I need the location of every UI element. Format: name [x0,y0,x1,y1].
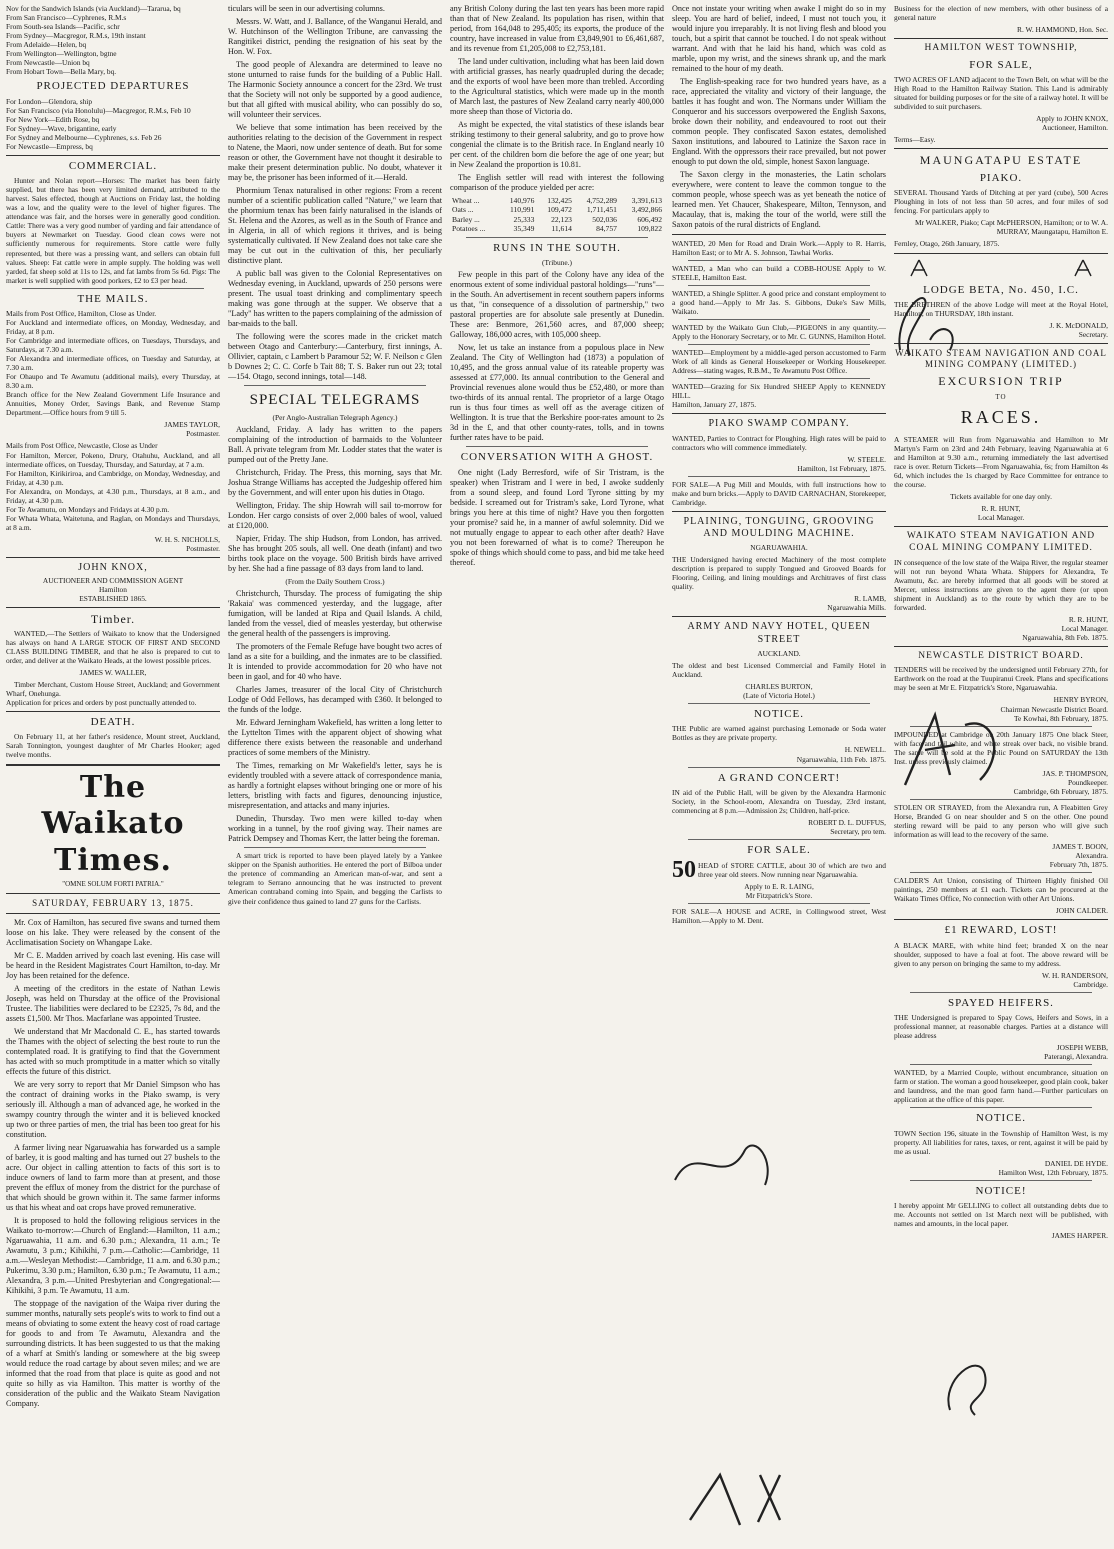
notice3-heading: NOTICE! [975,1184,1027,1197]
news-paragraph: A smart trick is reported to have been played lately by a Yankee skipper on the Spanish authorities. He entered the port of Bilboa under the pretence of commanding an American man-of-war, and sent a telegram to Serrano announcing that he was instructed to prevent American contraband coming into Spain, and begging the Carlists to give their confidence thus gained to land 27 guns for the Carlists. [228,851,442,906]
township-terms: Terms—Easy. [894,135,936,145]
divider [6,893,220,894]
impounded-notice: IMPOUNDED at Cambridge on 20th January 1875 One black Steer, with face and tail white, and white streak over back, no visible brand. The same will be sold at the Public Pound on SATURDAY the 13th Inst. unless previously claimed. [894,729,1108,766]
excursion-to: TO [995,392,1007,401]
news-paragraph: A meeting of the creditors in the estate of Nathan Lewis Joseph, was held on Thursday at the office of the Provisional Trustee. The liabilities were declared to be £2325, 7s 8d, and the assets £1,500. Mr Thos. Macfarlane was appointed Trustee. [6,983,220,1023]
divider [688,767,870,768]
table-cell: Oats ... [452,205,474,215]
estate-subheading: PIAKO. [979,171,1023,184]
notice3-signature: JAMES HARPER. [1051,1231,1108,1241]
table-cell: 3,391,613 [631,196,662,205]
local-news [6,918,220,1409]
lodge-signature: J. K. McDONALD, Secretary. [1049,320,1108,340]
hotel-heading: ARMY AND NAVY HOTEL, QUEEN STREET [687,621,871,645]
piako-heading: PIAKO SWAMP COMPANY. [708,418,850,430]
news-paragraph: Mr. Cox of Hamilton, has secured five swans and turned them loose on his lake. They were released by the consent of the Acclimatisation Society on Whangape Lake. [6,917,220,947]
estate-date: Fernley, Otago, 26th January, 1875. [894,239,1000,249]
table-cell: 35,349 [513,223,535,233]
table-row [450,215,664,224]
table-row [450,205,664,214]
piako-body: WANTED, Parties to Contract for Ploughing. High rates will be paid to contractors who will commence immediately. [672,433,886,452]
masthead-rule [6,764,220,766]
commercial-heading: COMMERCIAL. [68,159,158,172]
special-telegrams-heading: SPECIAL TELEGRAMS [249,392,421,408]
runs-source: (Tribune.) [542,258,572,268]
news-paragraph: We are very sorry to report that Mr Daniel Simpson who has the contract of draining works in the Piako swamp, is very seriously ill. Although a man of advanced age, he worked in the swampy country through the winter and it is believed knocked up two or three parties of men, the trial has been too great for his constitution. [6,1079,220,1139]
news-paragraph: As might be expected, the vital statistics of these islands bear striking testimony to their general salubrity, and go to prove how congenial the climate is to the British race. In England nearly 10 per cent. of the children born die before the age of one year; but in New Zealand the proportion is 10.81. [450,120,664,169]
reward-signature: W. H. RANDERSON, Cambridge. [1041,970,1108,989]
spayed-heading: SPAYED HEIFERS. [948,996,1054,1009]
news-paragraph: We believe that some intimation has been received by the authorities relating to the decision of the Government in respect to Natene, the Maori, now under sentence of death. But for some reason or other, the Government have not thought it desirable to make their present determination public. No doubt, whatever it may be, the prisoner has been informed of it.—Herald. [228,123,442,182]
divider [466,237,648,238]
telegram: Dunedin, Thursday. Two men were killed to-day when working in a tunnel, by the roof giving way. Their names are Patrick Dempsey and Thomas Kerr, the latter being the foreman. [228,814,442,844]
stolen-notice: STOLEN OR STRAYED, from the Alexandra run, A Fleabitten Grey Horse, Branded G on near shoulder and S on the other. One pound sterling reward will be paid to any person who will give such information as will lead to the recovery of the same. [894,802,1108,839]
timber-signature: JAMES W. WALLER, [79,667,147,677]
divider [688,703,870,704]
mails-hamilton: Mails from Post Office, Hamilton, Close as Under. For Auckland and intermediate offices, on Monday, Wednesday, and Friday, at 8 p.m. For Cambridge and intermediate offices, on Tuesdays, Thursdays, and Saturdays, at 7.30 a.m. For Alexandra and intermediate offices, on Tuesday and Saturday, at 7.30 a.m. For Ohaupo and Te Awamutu (additional mails), every Thursday, at 8.30 a.m. Branch office for the New Zealand Government Life Insurance and Annuities, Money Order, Savings Bank, and Revenue Stamp Department.—Office hours from 9 till 5. [6,309,220,418]
divider [688,378,870,379]
divider [672,616,886,617]
concert-body: IN aid of the Public Hall, will be given by the Alexandra Harmonic Society, in the School-room, Alexandra on Tuesday, 23rd instant, commencing at 8 p.m.—Admission 2s; Children, half-price. [672,787,886,815]
newcastle-signature: HENRY BYRON, Chairman Newcastle District Board. Te Kowhai, 8th February, 1875. [1000,695,1108,723]
column-4 [672,4,886,1545]
column-1 [6,4,220,1545]
telegrams-source: (From the Daily Southern Cross.) [285,577,385,587]
meeting-notice: Business for the election of new members, with other business of a general nature [894,4,1108,23]
notice-signature: H. NEWELL. Ngaruawahia, 11th Feb. 1875. [796,745,886,764]
planing-body: THE Undersigned having erected Machinery of the most complete description is prepared to supply Tongued and Grooved Boards for Flooring, Ceiling, and lining mouldings and Architraves of first class quality. [672,555,886,592]
art-union-signature: JOHN CALDER. [1055,906,1108,916]
wanted-ad: WANTED, a Man who can build a COBB-HOUSE Apply to W. STEELE, Hamilton East. [672,264,886,283]
table-row [450,196,664,205]
masthead-motto: "OMNE SOLUM FORTI PATRIA." [62,880,164,889]
township-heading: HAMILTON WEST TOWNSHIP, [924,43,1078,54]
divider [894,38,1108,39]
news-paragraph: A public ball was given to the Colonial Representatives on Wednesday evening, in Auckland, upwards of 250 persons were present. The usual toast drinking and complimentary speech making was gone through at the supper. We observe that a "Lady" has written to the papers complaining of the admission of bar-maids to the ball. [228,269,442,328]
divider [910,1064,1092,1065]
divider [244,847,426,848]
piako-signature: W. STEELE. Hamilton, 1st February, 1875. [797,454,886,473]
divider [6,913,220,914]
table-cell: 11,614 [551,223,572,233]
masthead-title: The Waikato Times. [41,769,185,878]
knox-subtitle: AUCTIONEER AND COMMISSION AGENT Hamilton ESTABLISHED 1865. [42,576,184,604]
timber-address: Timber Merchant, Custom House Street, Auckland; and Government Wharf, Onehunga. Application for prices and orders by post punctually attended to. [6,679,220,707]
telegram: The Times, remarking on Mr Wakefield's letter, says he is evidently troubled with a severe attack of correspondence mania, as hardly a fortnight elapses without bringing one or more of his letters, bristling with facts and figures, denouncing injustice, misrepresentation, and attacks and many injuries. [228,761,442,811]
divider [688,476,870,477]
newcastle-heading: NEWCASTLE DISTRICT BOARD. [918,650,1084,661]
mails-newcastle: Mails from Post Office, Newcastle, Close as Under For Hamilton, Mercer, Pokeno, Drury, Otahuhu, Auckland, and all intermediate offices, on Tuesday, Thursday, and Saturday, at 7 a.m. For Hamilton, Kirikiriroa, and Cambridge, on Monday, Wednesday, and Friday, at 4.30 p.m. For Alexandra, on Mondays, at 4.30 p.m., Thursdays, at 8 a.m., and Friday, at 4.30 p.m. For Te Awamutu, on Mondays and Fridays at 4.30 p.m. For Whata Whata, Waitetuna, and Raglan, on Mondays and Thursdays, at 8 a.m. [6,441,220,532]
notice2-heading: NOTICE. [975,1112,1027,1125]
sale-number: 50 [672,856,696,883]
reward-body: A BLACK MARE, with white hind feet; branded X on the near shoulder, supposed to have a foal at foot. The above reward will be given to any person on bringing the same to my address. [894,940,1108,968]
news-paragraph: We understand that Mr Macdonald C. E., has started towards the Thames with the object of selecting the best route to run the contemplated road. It is gratifying to find that the Government has acted with so much promptitude in a matter which so vitally effects the future of this district. [6,1026,220,1076]
divider [688,839,870,840]
masonic-emblems [894,258,1108,280]
news-paragraph: The English settler will read with interest the following comparison of the produce yielded per acre: [450,173,664,192]
divider [22,288,204,289]
divider [894,526,1108,527]
sale-ad-2: FOR SALE—A HOUSE and ACRE, in Collingwood street, West Hamilton.—Apply to M. Dent. [672,906,886,925]
news-paragraph: Phormium Tenax naturalised in other regions: From a recent number of a scientific publication called "Nature," we learn that the phormium tenax has been fairly naturalised in the islands of St. Helena and the Azores, as well as in the South of France and in Algeria, in all of which regions it thrives, and is being systematically cultivated. If New Zealand does not take care she may be cut out in the cultivation of this, her peculiarly distinctive plant. [228,186,442,265]
estate-heading: MAUNGATAPU ESTATE [919,153,1083,168]
sale-ad [672,856,886,883]
news-paragraph: Messrs. W. Watt, and J. Ballance, of the Wanganui Herald, and W. Hutchinson of the Wellington Tribune, are canvassing the Rangitikei district, pending the resignation of his seat by the Hon. W. Fox. [228,17,442,56]
table-cell: 22,123 [551,214,572,224]
divider [672,511,886,512]
notice2-signature: DANIEL DE HYDE. Hamilton West, 12th February, 1875. [998,1158,1108,1177]
divider [910,1107,1092,1108]
news-paragraph: Few people in this part of the Colony have any idea of the enormous extent of some individual pastoral holdings—"runs"—in the South. An advertisement in recent southern papers informs us that, "in consequence of a dissolution of partnership," two pastoral properties are for absolute sale presently at Dunedin. These are: Benmore, 261,560 acres, and 87,000 sheep; Galloway, 186,000 acres, with 105,000 sheep. [450,270,664,340]
sale-signature: Apply to E. R. LAING, Mr Fitzpatrick's Store. [744,881,814,900]
table-row [450,224,664,233]
spayed-body: THE Undersigned is prepared to Spay Cows, Heifers and Sows, in a professional manner, at reasonable charges. Parties at a distance will please address [894,1013,1108,1041]
divider [6,607,220,608]
mails-newcastle-signature: W. H. S. NICHOLLS, Postmaster. [154,534,220,553]
mails-signature: JAMES TAYLOR, Postmaster. [164,420,220,439]
mails-heading: THE MAILS. [77,292,149,305]
concert-signature: ROBERT D. L. DUFFUS, Secretary, pro tem. [808,818,886,837]
divider [672,234,886,235]
impounded-signature: JAS. P. THOMPSON, Poundkeeper. Cambridge, 6th February, 1875. [1013,768,1108,796]
divider [910,872,1092,873]
projected-departures-heading: PROJECTED DEPARTURES [36,80,190,93]
notice-body: THE Public are warned against purchasing Lemonade or Soda water Bottles as they are private property. [672,724,886,743]
excursion-signature: R. R. HUNT, Local Manager. [977,504,1025,523]
stolen-signature: JAMES T. BOON, Alexandra. February 7th, 1875. [1049,841,1108,869]
table-cell: 3,492,866 [631,205,662,215]
crop-statistics-table [450,196,664,233]
divider [672,413,886,414]
issue-date: SATURDAY, FEBRUARY 13, 1875. [32,897,194,908]
coal-signature: R. R. HUNT, Local Manager. Ngaruawahia, 8th Feb. 1875. [1022,614,1108,642]
table-cell: 606,492 [637,214,662,224]
table-cell: 502,036 [592,214,617,224]
table-cell: 84,757 [596,223,617,233]
news-paragraph: A farmer living near Ngaruawahia has forwarded us a sample of barley, it is good malting and has turned out 27 bushels to the acre. Our object in calling attention to facts of this sort is to induce owners of land to farm more than at present, and those prevent the efflux of money from the district for the purchase of that which should be grown within it. The same farmer informs us that his wheat and oat crops have proved remunerative. [6,1142,220,1212]
township-subheading: FOR SALE, [969,58,1033,71]
wanted-ad: WANTED, 20 Men for Road and Drain Work.—Apply to R. Harris, Hamilton East; or to Mr A. S. Johnson, Tawhai Works. [672,239,886,258]
excursion-heading: EXCURSION TRIP [938,373,1064,388]
planing-signature: R. LAMB, Ngaruawahia Mills. [827,594,886,613]
table-cell: 140,976 [509,196,535,205]
concert-heading: A GRAND CONCERT! [717,771,841,784]
wanted-married-ad: WANTED, by a Married Couple, without encumbrance, situation on farm or station. The woman a good housekeeper, good plain cook, baker and laundress, and the man good farm hand.—Further particulars on application at the office of this paper. [894,1068,1108,1105]
divider [894,919,1108,920]
table-cell: 4,752,289 [586,196,617,205]
table-cell: Potatoes ... [452,223,486,233]
square-compass-icon [908,258,930,280]
steam-company-heading: WAIKATO STEAM NAVIGATION AND COAL MINING COMPANY (LIMITED.) [895,348,1107,370]
story-paragraph: The Saxon clergy in the monasteries, the Latin scholars everywhere, were content to leave the common tongue to the common people, whose speech was as yet beneath the notice of learned men. Yet Chaucer, Shakespeare, Milton, Tennyson, and Macaulay, that is, making the tour of the world, were still the Saxon patois of the rural districts of England. [672,170,886,229]
table-cell: Wheat ... [452,196,480,205]
sale-body: HEAD of STORE CATTLE, about 30 of which are two and three year old steers. Now running near Ngaruawahia. [698,860,886,879]
telegram: Auckland, Friday. A lady has written to the papers complaining of the introduction of barmaids to the Volunteer Ball. A private telegram from Mr. Lodder states that the water is pumped out of the Pretty Jane. [228,425,442,465]
divider [688,285,870,286]
hotel-location: AUCKLAND. [757,648,801,658]
telegram: Napier, Friday. The ship Hudson, from London, has arrived. She has brought 205 souls, all well. One death (infant) and two births took place on the voyage. 500 British birds have arrived by her. She had a fine passage of 83 days from land to land. [228,534,442,574]
divider [6,557,220,558]
divider [910,799,1092,800]
column-5 [894,4,1108,1545]
commercial-report: Hunter and Nolan report—Horses: The market has been fairly supplied, but there has been very limited demand, attributed to the harvest. Sales effected, though at Auctions on Friday last, the holding was a low, and the quality were to the level of higher figures. The attendance was fair, and the horses were in generally good condition. Cattle: There was a very good number of yarding and fair attendance of buyers at Newmarket on Tuesday. Good clean cows were not sufficiently numerous for requirements. Store cattle were fully represented, but there was a pressing want, and sellers can obtain full values. Sheep: Fat cattle were in ample supply. The holding was well yarded, fat sheep sold at 11s to 12s, and fat lambs from 5s 6d. Pigs: The market is well supplied with good porkers, £2 to £3 per head. [6,176,220,285]
township-signature: Apply to JOHN KNOX, Auctioneer, Hamilton. [1036,114,1108,133]
telegram: Wellington, Friday. The ship Howrah will sail to-morrow for London. Her cargo consists of over 2,000 bales of wool, valued at £120,000. [228,501,442,531]
death-notice: On February 11, at her father's residence, Mount street, Auckland, Sarah Tonnington, youngest daughter of Mr Charles Hooker; aged twelve months. [6,732,220,760]
divider [894,343,1108,344]
news-paragraph: The following were the scores made in the cricket match between Otago and Canterbury:—Canterbury, first innings, A. Ollivier, captain, c Lambert b Paramour 52; W. F. Neilson c Glen b Downes 2; C. C. Corfe b Tait 88; T. S. Baker run out 23; total—154. Otago, second innings, total—148. [228,332,442,381]
divider [910,992,1092,993]
newcastle-body: TENDERS will be received by the undersigned until February 27th, for Earthwork on the road at the Tuupiranui Creek. Plans and specifications may be seen at Mr E. Fitzpatrick's Store, Ngaruawahia. [894,665,1108,693]
township-body: TWO ACRES OF LAND adjacent to the Town Belt, on what will be the High Road to the Hamilton Railway Station. This Land is admirably situated for building purposes or for the site of a railway hotel. It will be subdivided to suit purchasers. [894,75,1108,112]
divider [688,903,870,904]
timber-ad [6,612,220,707]
hotel-signature: CHARLES BURTON, (Late of Victoria Hotel.) [743,681,815,700]
table-cell: 109,472 [547,205,572,215]
planing-heading: PLAINING, TONGUING, GROOVING AND MOULDING MACHINE. [683,515,875,540]
news-paragraph: The land under cultivation, including what has been laid down with artificial grasses, has nearly quadrupled during the decade; and the exports of wool have been more than trebled. According to the Agricultural statistics, which were made up in the month of March last, the pastures of New Zealand carry nearly 400,000 more sheep than those of Victoria do. [450,57,664,116]
races-heading: RACES. [960,407,1042,428]
runs-heading: RUNS IN THE SOUTH. [493,242,621,254]
telegram: Charles James, treasurer of the local City of Christchurch Lodge of Odd Fellows, has decamped with £360. It belonged to the funds of the lodge. [228,685,442,715]
art-union-notice: CALDER'S Art Union, consisting of Thirteen Highly finished Oil paintings, 250 members at £1 each. Tickets can be procured at the Waikato Times Office, No connection with other Art Unions. [894,876,1108,904]
spayed-signature: JOSEPH WEBB, Paterangi, Alexandra. [1044,1043,1108,1062]
shipping-arrivals: Nov for the Sandwich Islands (via Auckland)—Tararua, bq From San Francisco—Cyphrenes, R.M.s From South-sea Islands—Pacific, schr From Sydney—Macgregor, R.M.s, 19th instant From Adelaide—Helen, bq From Wellington—Wellington, bgtne From Newcastle—Union bq From Hobart Town—Bella Mary, bq. [6,4,181,77]
news-paragraph: ticulars will be seen in our advertising columns. [228,4,385,13]
table-cell: 110,991 [510,205,535,215]
knox-ad [6,562,220,603]
square-compass-icon [1072,258,1094,280]
notice3-body: I hereby appoint Mr GELLING to collect all outstanding debts due to me. Accounts not settled on 1st March next will be published, with names and amounts, in the local paper. [894,1201,1108,1229]
news-paragraph: The good people of Alexandra are determined to leave no stone unturned to raise funds for the building of a Public Hall. The Harmonic Society announce a concert for the 23rd. We trust that the Society will not only be supported by a good audience, but that all gifted with musical ability, who can possibly do so, will volunteer their services. [228,60,442,119]
hotel-body: The oldest and best Licensed Commercial and Family Hotel in Auckland. [672,660,886,679]
table-cell: Barley ... [452,214,480,224]
divider [6,711,220,712]
table-cell: 25,333 [513,214,535,224]
column-2 [228,4,442,1545]
story-paragraph: The English-speaking race for two hundred years have, as a race, appreciated the vitality and victory of their language, the battles it has fought and won. The Normans under William the Conqueror and his successors overpowered the English Saxons, broke down their nobility, and endeavoured to root out their common people. They confiscated Saxon estates, demolished Saxon institutions, and laboured to Latinize the Saxon race in England. With the oppressors their race prevailed, but not power enough to put down the old, simple, honest Saxon language. [672,77,886,166]
news-paragraph: any British Colony during the last ten years has been more rapid than that of New Zealand. Its population has risen, within that period, from 164,048 to 295,405; its exports, the produce of the country, have increased in value from £3,849,901 to £6,461,687, and its revenue from £1,205,008 to £2,753,181. [450,4,664,53]
divider [894,148,1108,149]
projected-departures-list: For London—Glendora, ship For San Francisco (via Honolulu)—Macgregor, R.M.s, Feb 10 For New York—Edith Rose, bq For Sydney—Wave, brigantine, early For Sydney and Melbourne—Cyphrenes, s.s. Feb 26 For Newcastle—Empress, bq [6,96,191,151]
divider [688,319,870,320]
coal-body: IN consequence of the low state of the Waipa River, the regular steamer will not run beyond Whata Whata. Shippers for Alexandra, Te Awamutu, &c. are hereby informed that all goods will be stored at Mercer, unless instructions are given to the agent there (or upon shipment in Auckland) as to the route by which they are to be forwarded. [894,557,1108,612]
divider [244,385,426,386]
meeting-signature: R. W. HAMMOND, Hon. Sec. [1017,25,1108,35]
news-paragraph: Now, let us take an instance from a populous place in New Zealand. The City of Wellington had (1873) a population of 10,495, and the gross annual value of its rateable property was assessed at £77,000. Its annual contribution to the General and Provincial revenues alone would thus be £52,480, or more than two-thirds of its annual rental. The proprietor of a large Otago run is thus four times as well off as the average citizen of Wellington. It is true that the Berkshire poor-rates amount to 2s 3d in the £, and that other county-rates, tolls, and in towns further rates have to be paid. [450,343,664,443]
for-sale-ad: FOR SALE—A Pug Mill and Moulds, with full instructions how to make and burn bricks.—Apply to DAVID CARNACHAN, Storekeeper, Cambridge. [672,479,886,507]
sale-heading: FOR SALE. [747,844,811,857]
conversation-heading: CONVERSATION WITH A GHOST. [460,451,654,464]
news-paragraph: The stoppage of the navigation of the Waipa river during the summer months, naturally sets people's wits to work to find out a means of obviating to some extent the heavy cost of road cartage for goods to and from Te Awamutu, Alexandra and the surrounding districts. It has been suggested to us that the making of a wharf at Smith's landing or somewhere at the big sweep would reduce the road cartage by about seven miles; and we are informed that the road from that place is quite as good and not quite so hilly as via Hamilton. This matter is worthy of the consideration of the public and the Waikato Steam Navigation Company. [6,1298,220,1408]
telegram: Christchurch, Thursday. The process of fumigating the ship 'Rakaia' was commenced yesterday, and the luggage, after fumigation, will be landed at Ripa and Quail Islands. A child, landed from the vessel, died of measles yesterday, but otherwise the general health of the passengers is improving. [228,589,442,639]
story-paragraph: One night (Lady Berresford, wife of Sir Tristram, is the speaker) when Tristram and I were in bed, I awoke suddenly from a sound sleep, and found Lord Tyrone sitting by my bedside. I screamed out for Tristram's sake, Lord Tyrone, what brings you here at this time of night? Have you then forgotten your promise? said he, in a manner of awful solemnity. Did we not mutually engage to appear to each other after death? Have you not been forewarned of what is to come? Thereupon he spoke of things which should come to pass, and bid me take heed thereof. [450,467,664,567]
story-paragraph: Once not instate your writing when awake I might do so in my sleep. You are hard of belief, indeed, I must not touch you, it would injure you irreparably. It is not living flesh and blood you touch, but a spirit that cannot be touched. I do not speak without warrant. And with that he laid his hand, which was cold as marble, upon my wrist, and the sinews shrank up, and the mark remained to the hour of my death. [672,4,886,73]
telegram: Christchurch, Friday. The Press, this morning, says that Mr. Joshua Strange Williams has accepted the Judgeship offered him by the Government, and will enter upon his duties in Otago. [228,468,442,498]
news-paragraph: It is proposed to hold the following religious services in the Waikato to-morrow:—Church of England:—Hamilton, 11 a.m.; Ngaruawahia, 11 a.m. and 6.30 p.m.; Alexandra, 11 a.m.; Te Awamutu, 3 p.m.; Kihikihi, 7 p.m.—Catholic:—Cambridge, 11 a.m.—Wesleyan Methodist:—Cambridge, 11 a.m. and 6.30 p.m.; Pukerimu, 3.30 p.m.; Hamilton, 6.30 p.m.; Te Awamutu, 11 a.m.; Alexandra, 3 p.m.—United Presbyterian and Congregational:—Kihikihi, 3 p.m. Te Awamutu, 11 a.m. [6,1215,220,1295]
telegram: Mr. Edward Jerningham Wakefield, has written a long letter to the Lyttelton Times with the apparent object of showing what difference there exists between the reasonable and underhand practices of some members of the Ministry. [228,718,442,758]
notice2-body: TOWN Section 196, situate in the Township of Hamilton West, is my property. All liabilities for rates, taxes, or rent, against it will be paid by me as usual. [894,1128,1108,1156]
estate-body: SEVERAL Thousand Yards of Ditching at per yard (cube), 500 Acres Ploughing in lots of not less than 50 acres, and four miles of sod fencing. For particulars apply to [894,188,1108,216]
excursion-note: Tickets available for one day only. [950,492,1052,502]
death-heading: DEATH. [90,716,136,728]
knox-title: JOHN KNOX, [78,561,148,573]
column-3 [450,4,664,1545]
divider [6,155,220,156]
wanted-ad: WANTED, a Shingle Splitter. A good price and constant employment to a good hand.—Apply to Mr Jas. S. Gibbons, Duke's Saw Mills, Waikato. [672,289,886,317]
lodge-heading: LODGE BETA, No. 450, I.C. [923,283,1079,296]
notice-heading: NOTICE. [753,708,805,720]
estate-signature: Mr WALKER, Piako; Capt McPHERSON, Hamilton; or to W. A. MURRAY, Maungatapu, Hamilton E. [914,218,1108,237]
divider [894,646,1108,647]
grazing-ad: WANTED—Grazing for Six Hundred SHEEP Apply to KENNEDY HILL. Hamilton, January 27, 1875. [672,382,886,410]
divider [688,344,870,345]
wanted-ad: WANTED—Employment by a middle-aged person accustomed to Farm Work of all kinds as General Housekeeper or Working Housekeeper. Address—stating wages, R.B.M., Te Awamutu Post Office. [672,348,886,376]
excursion-body: A STEAMER will Run from Ngaruawahia and Hamilton to Mr Martyn's Farm on 23rd and 24th February, leaving Ngaruawahia at 6 and Hamilton at 9.30 a.m., returning immediately the last advertised race is over. Return Tickets—From Ngaruawahia, 6s; from Hamilton 4s 6d, which includes the 1s charged by Race Committee for entrance to the course. [894,435,1108,490]
table-cell: 132,425 [547,196,572,205]
divider [910,726,1092,727]
lodge-body: THE BRETHREN of the above Lodge will meet at the Royal Hotel, Hamilton, on THURSDAY, 18th instant. [894,299,1108,318]
divider [894,253,1108,254]
timber-body: WANTED,—The Settlers of Waikato to know that the Undersigned has always on hand A LARGE STOCK OF FIRST AND SECOND CLASS BUILDING TIMBER, and that he also is prepared to cut to order, and deliver at the Waikato Heads, at the lowest possible prices. [6,628,220,665]
coal-heading: WAIKATO STEAM NAVIGATION AND COAL MINING COMPANY LIMITED. [906,531,1096,553]
table-cell: 109,822 [637,223,662,233]
table-cell: 1,711,451 [586,205,617,215]
divider [910,1180,1092,1181]
planing-location: NGARUAWAHIA. [750,543,808,553]
timber-title: Timber. [90,612,136,627]
divider [466,446,648,447]
divider [688,260,870,261]
reward-heading: £1 REWARD, LOST! [944,924,1058,937]
telegrams-source: (Per Anglo-Australian Telegraph Agency.) [272,413,398,423]
wanted-ad: WANTED by the Waikato Gun Club,—PIGEONS in any quantity.—Apply to the Honorary Secretary, or to Mr. C. GUNNS, Hamilton Hotel. [672,323,886,342]
news-paragraph: Mr C. E. Madden arrived by coach last evening. His case will be heard in the Resident Magistrates Court Hamilton, to-day. Mr Joy has been retained for the defence. [6,950,220,980]
telegram: The promoters of the Female Refuge have bought two acres of land as a site for a building, and the inmates are to be classified. It is intended to provide accommodation for 20 who have not been in gaol, and for 40 who have. [228,642,442,682]
